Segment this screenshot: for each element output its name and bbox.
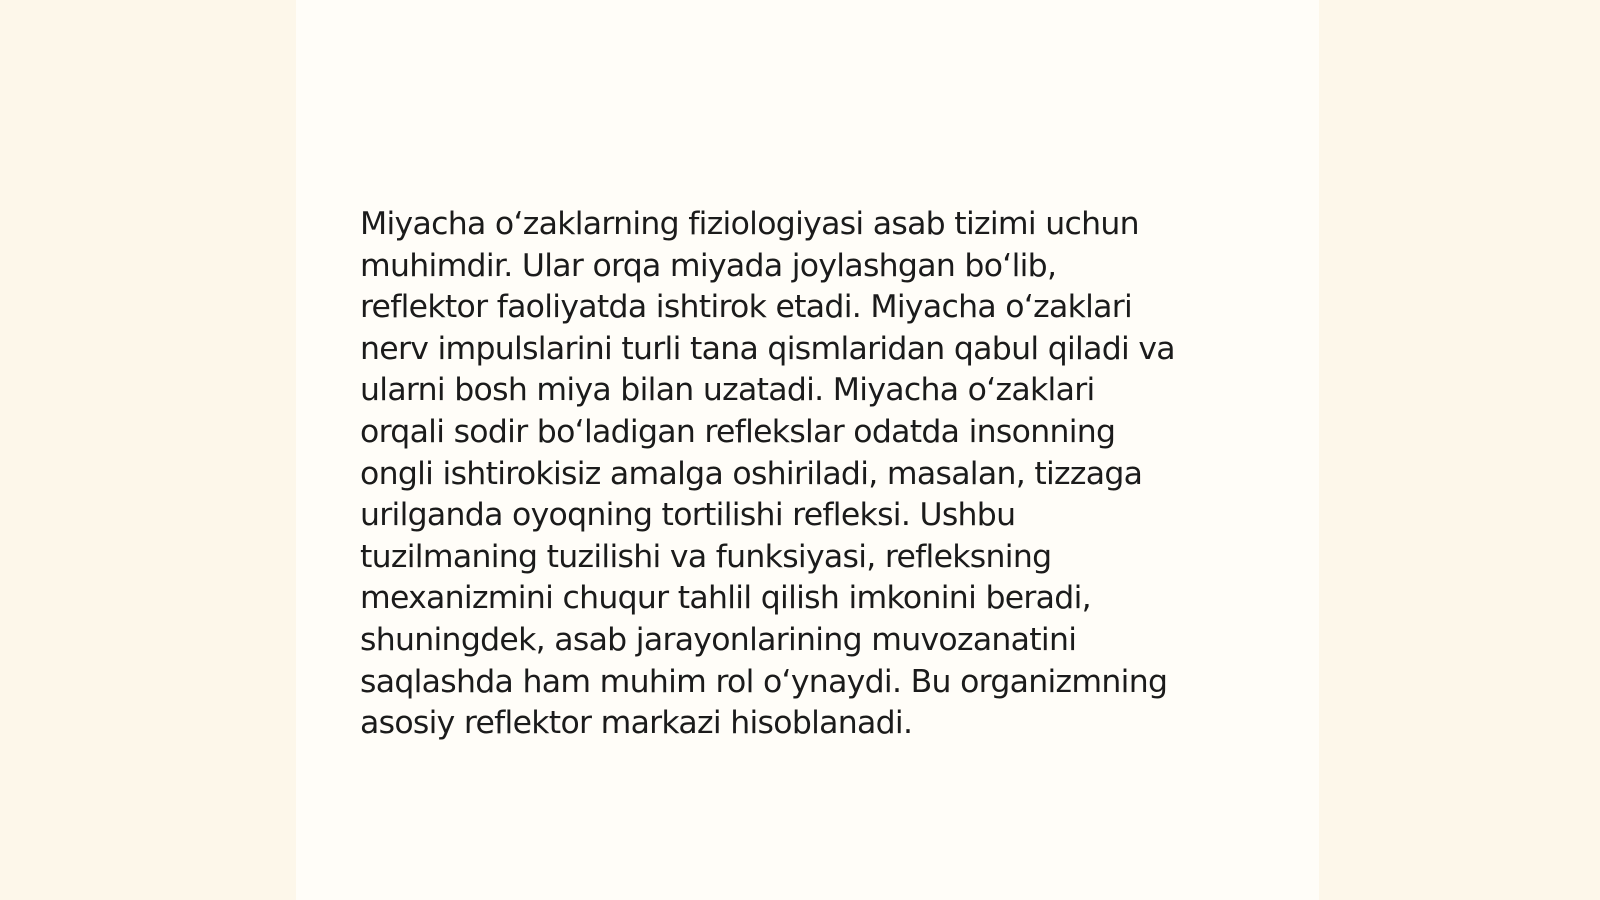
body-paragraph bbox=[360, 204, 1250, 745]
text-line-7: ongli ishtirokisiz amalga oshiriladi, masalan, tizzaga bbox=[360, 455, 1143, 492]
text-line-13: asosiy reflektor markazi hisoblanadi. bbox=[360, 705, 913, 742]
text-line-4: nerv impulslarini turli tana qismlaridan qabul qiladi va bbox=[360, 330, 1175, 367]
text-line-11: shuningdek, asab jarayonlarining muvozanatini bbox=[360, 621, 1077, 658]
left-margin-area bbox=[0, 0, 296, 900]
text-line-3: reflektor faoliyatda ishtirok etadi. Miyacha oʻzaklari bbox=[360, 289, 1133, 326]
text-line-10: mexanizmini chuqur tahlil qilish imkonini beradi, bbox=[360, 580, 1091, 617]
text-line-9: tuzilmaning tuzilishi va funksiyasi, refleksning bbox=[360, 538, 1052, 575]
text-line-6: orqali sodir boʻladigan reflekslar odatda insonning bbox=[360, 413, 1116, 450]
text-line-12: saqlashda ham muhim rol oʻynaydi. Bu organizmning bbox=[360, 663, 1168, 700]
text-line-2: muhimdir. Ular orqa miyada joylashgan boʻlib, bbox=[360, 247, 1057, 284]
document-page bbox=[296, 0, 1319, 900]
right-margin-area bbox=[1319, 0, 1600, 900]
text-line-8: urilganda oyoqning tortilishi refleksi. Ushbu bbox=[360, 497, 1016, 534]
text-line-1: Miyacha oʻzaklarning fiziologiyasi asab tizimi uchun bbox=[360, 206, 1139, 242]
text-line-5: ularni bosh miya bilan uzatadi. Miyacha oʻzaklari bbox=[360, 372, 1095, 409]
